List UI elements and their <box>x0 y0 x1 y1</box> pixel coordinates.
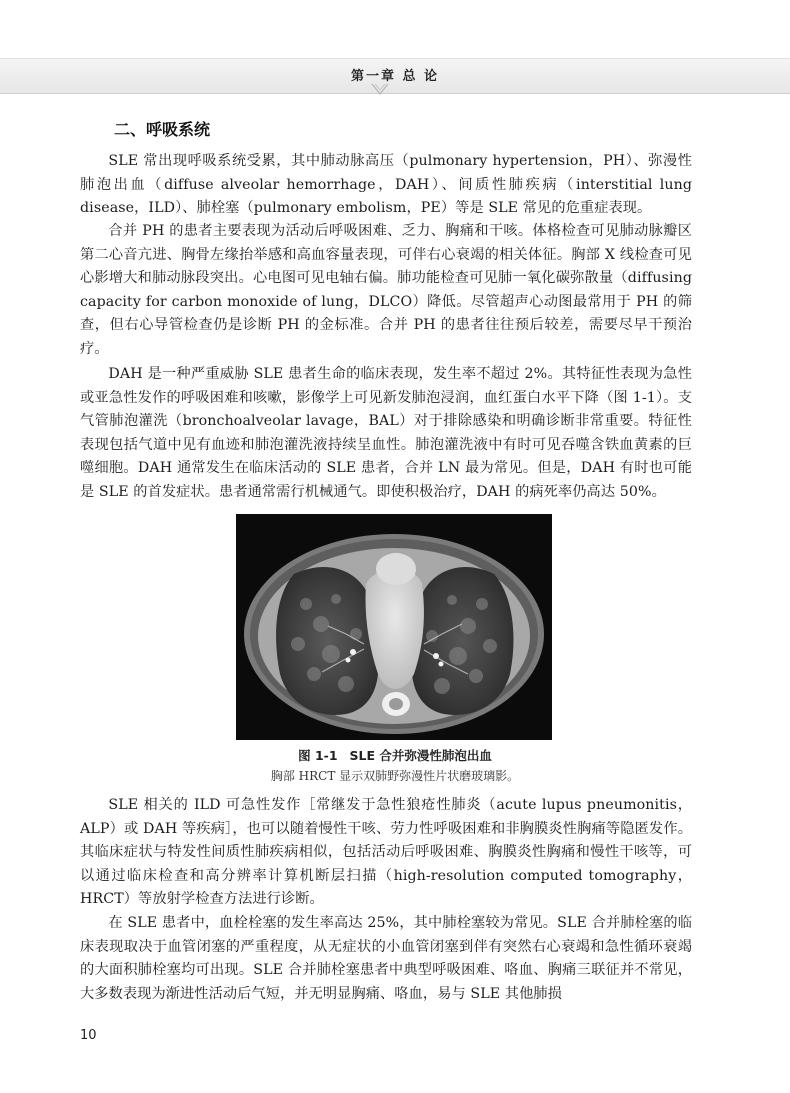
paragraph-ph: 合并 PH 的患者主要表现为活动后呼吸困难、乏力、胸痛和干咳。体格检查可见肺动脉瓣区第二心音亢进、胸骨左缘抬举感和高血容量表现，可伴右心衰竭的相关体征。胸部 X 线检查可见心影增大和肺动脉段突出。心电图可见电轴右偏。肺功能检查可见肺一氧化碳弥散量（diffusing capacity for carbon monoxide of lung，DLCO）降低。尽管超声心动图最常用于 PH 的筛查，但右心导管检查仍是诊断 PH 的金标准。合并 PH 的患者往往预后较差，需要尽早干预治疗。 <box>80 223 692 357</box>
page-number: 10 <box>80 1028 97 1043</box>
header-chevron-icon <box>371 83 389 97</box>
figure-description: 胸部 HRCT 显示双肺野弥漫性片状磨玻璃影。 <box>270 769 520 783</box>
ct-scan-image <box>236 514 552 740</box>
figure-number: 图 1-1 <box>298 748 338 763</box>
section-title: 二、呼吸系统 <box>114 120 211 139</box>
chapter-title: 第一章 总 论 <box>350 69 440 84</box>
paragraph-ild: SLE 相关的 ILD 可急性发作［常继发于急性狼疮性肺炎（acute lupus pneumonitis，ALP）或 DAH 等疾病］，也可以随着慢性干咳、劳力性呼吸困难和非胸膜炎性胸痛等隐匿发作。其临床症状与特发性间质性肺疾病相似，包括活动后呼吸困难、胸膜炎性胸痛和慢性干咳等，可以通过临床检查和高分辨率计算机断层扫描（high-resolution computed tomography，HRCT）等放射学检查方法进行诊断。 <box>80 797 692 908</box>
ct-scan-figure <box>236 514 552 740</box>
paragraph-dah: DAH 是一种严重威胁 SLE 患者生命的临床表现，发生率不超过 2%。其特征性表现为急性或亚急性发作的呼吸困难和咳嗽，影像学上可见新发肺泡浸润，血红蛋白水平下降（图 1-1）。支气管肺泡灌洗（bronchoalveolar lavage，BAL）对于排除感染和明确诊断非常重要。特征性表现包括气道中见有血迹和肺泡灌洗液持续呈血性。肺泡灌洗液中有时可见吞噬含铁血黄素的巨噬细胞。DAH 通常发生在临床活动的 SLE 患者，合并 LN 最为常见。但是，DAH 有时也可能是 SLE 的首发症状。患者通常需行机械通气。即使积极治疗，DAH 的病死率仍高达 50%。 <box>80 366 692 500</box>
figure-title: SLE 合并弥漫性肺泡出血 <box>349 748 492 763</box>
paragraph-pe: 在 SLE 患者中，血栓栓塞的发生率高达 25%，其中肺栓塞较为常见。SLE 合并肺栓塞的临床表现取决于血管闭塞的严重程度，从无症状的小血管闭塞到伴有突然右心衰竭和急性循环衰竭的大面积肺栓塞均可出现。SLE 合并肺栓塞患者中典型呼吸困难、咯血、胸痛三联征并不常见，大多数表现为渐进性活动后气短，并无明显胸痛、咯血，易与 SLE 其他肺损 <box>80 915 692 1002</box>
figure-caption <box>0 746 790 764</box>
paragraph-intro: SLE 常出现呼吸系统受累，其中肺动脉高压（pulmonary hypertension，PH）、弥漫性肺泡出血（diffuse alveolar hemorrhage，DAH）、间质性肺疾病（interstitial lung disease，ILD）、肺栓塞（pulmonary embolism，PE）等是 SLE 常见的危重症表现。 <box>80 153 692 217</box>
